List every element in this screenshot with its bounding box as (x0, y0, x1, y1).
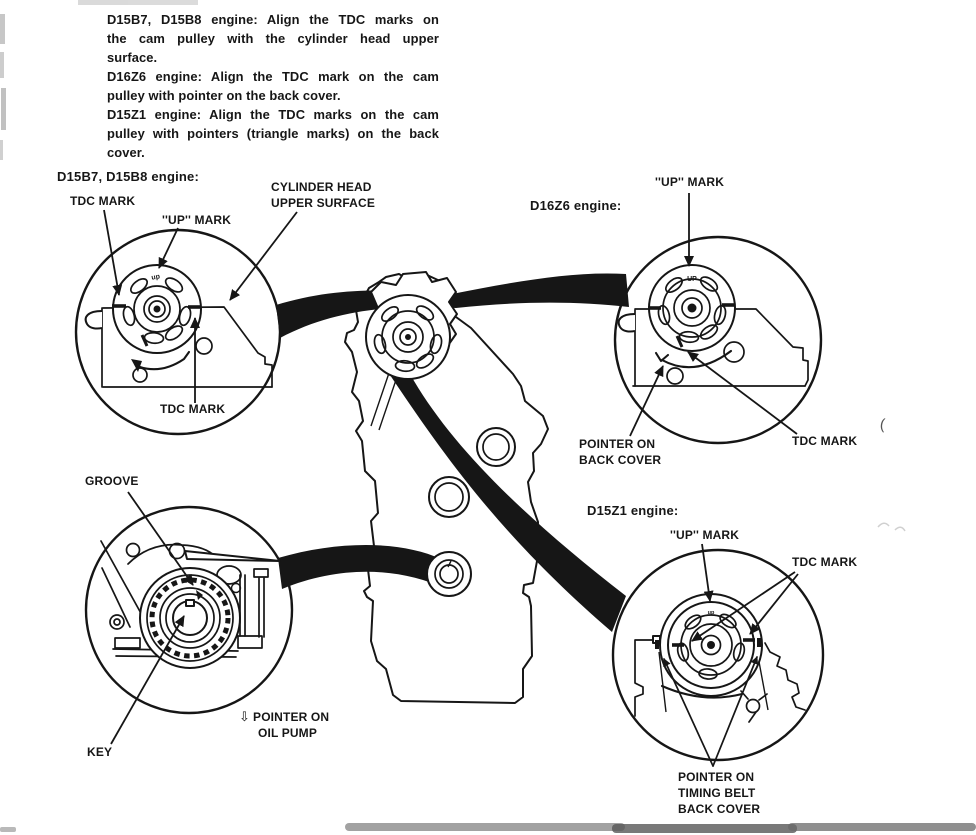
pointer-triangle-right (757, 638, 761, 647)
cam-pulley-d15b7 (112, 265, 201, 353)
instruction-line: D15Z1 engine: Align the TDC marks on the cam (107, 107, 439, 122)
d16z6-label-up: ''UP'' MARK (655, 175, 725, 189)
crank-sprocket (140, 568, 240, 668)
d15z1-title: D15Z1 engine: (587, 503, 679, 518)
cam-pulley-d16z6 (648, 265, 735, 351)
d15b7-label-up: ''UP'' MARK (162, 213, 232, 227)
scan-bottom-band (0, 823, 976, 833)
scan-paren-artifact: ( (879, 415, 886, 434)
d15b7-title: D15B7, D15B8 engine: (57, 169, 199, 184)
instruction-line: D16Z6 engine: Align the TDC mark on the cam (107, 69, 439, 84)
d16z6-label-tdc: TDC MARK (792, 434, 858, 448)
d15b7-label-cylinder-head: CYLINDER HEAD UPPER SURFACE (271, 180, 375, 210)
down-arrow-icon: ⇩ (239, 709, 251, 724)
d15z1-label-up: ''UP'' MARK (670, 528, 740, 542)
instruction-line: pulley with pointers (triangle marks) on the back (107, 126, 439, 141)
up-mark-text: UP (687, 276, 697, 283)
d16z6-label-pointer: POINTER ON BACK COVER (579, 437, 662, 467)
d15z1-label-tdc: TDC MARK (792, 555, 858, 569)
instruction-line: D15B7, D15B8 engine: Align the TDC marks on (107, 12, 439, 27)
key-notch (186, 600, 194, 606)
oil-pump-label-key: KEY (87, 745, 113, 759)
d15z1-label-pointer: POINTER ON TIMING BELT BACK COVER (678, 770, 761, 816)
oil-pump-label-groove: GROOVE (85, 474, 139, 488)
instruction-line: cover. (107, 145, 145, 160)
d15b7-label-tdc-bottom: TDC MARK (160, 402, 226, 416)
up-mark-text: up (150, 273, 161, 282)
instruction-line: surface. (107, 50, 158, 65)
up-mark-text: up (707, 610, 715, 616)
d16z6-title: D16Z6 engine: (530, 198, 622, 213)
instruction-line: the cam pulley with the cylinder head upper (107, 31, 439, 46)
pointer-triangle-left (655, 640, 659, 649)
oil-pump-label-pointer: ⇩ POINTER ON OIL PUMP (239, 709, 330, 740)
d15b7-label-tdc-top: TDC MARK (70, 194, 136, 208)
instruction-line: pulley with pointer on the back cover. (107, 88, 341, 103)
instruction-paragraph (107, 10, 439, 162)
